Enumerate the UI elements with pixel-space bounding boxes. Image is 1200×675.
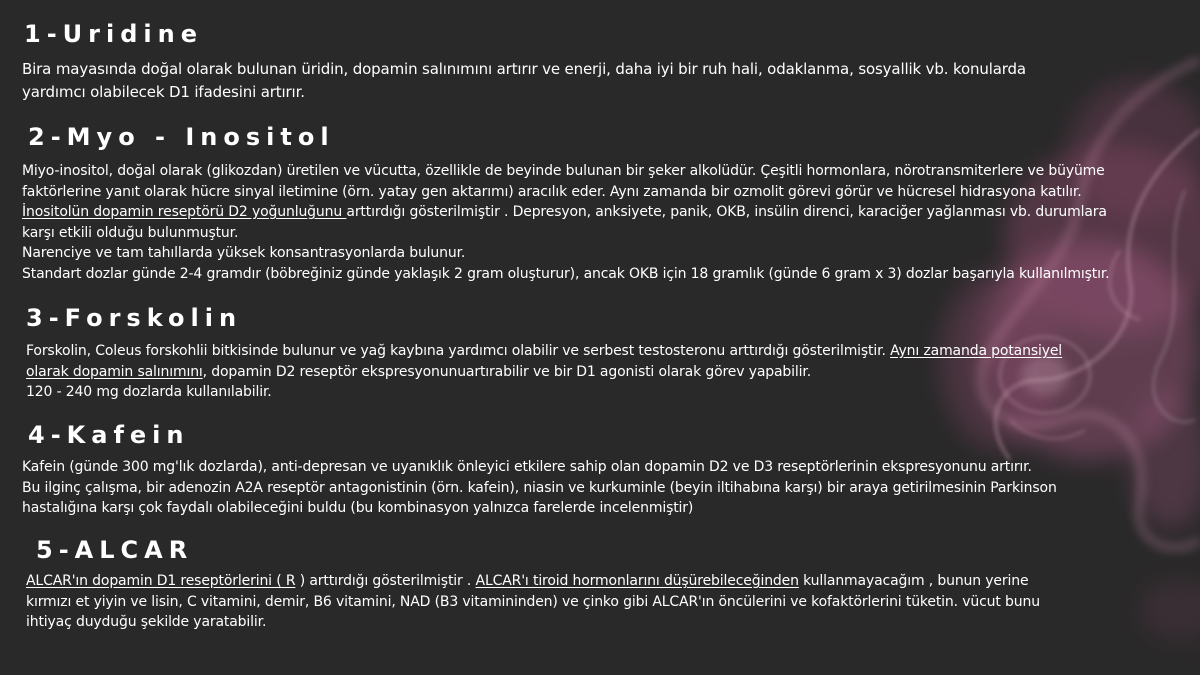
section-title-kafein: 4-Kafein [28,421,190,449]
text-segment: hastalığına karşı çok faydalı olabileceğini buldu (bu kombinasyon yalnızca farelerde incelenmiştir) [22,500,694,516]
underlined-text: olarak dopamin salınımını [26,363,203,380]
underlined-text: Aynı zamanda potansiyel [890,343,1063,359]
text-line [22,202,1109,223]
text-segment: ) arttırdığı gösterilmiştir . [295,573,476,589]
text-segment: kullanmayacağım , bunun yerine [798,573,1029,589]
section-text-forskolin [26,341,1062,403]
text-line [26,571,1040,592]
section-title-alcar: 5-ALCAR [36,536,194,564]
text-segment: karşı etkili olduğu bulunmuştur. [22,224,239,241]
text-line [22,161,1109,182]
section-title-uridine: 1-Uridine [24,20,203,48]
text-line [22,478,1057,499]
text-line [22,457,1057,478]
text-segment: Standart dozlar günde 2-4 gramdır (böbreğiniz günde yaklaşık 2 gram oluşturur), ancak OKB için 18 gramlık (günde 6 gram x 3) dozlar başarıyla kullanılmıştır. [22,265,1110,282]
text-line [22,223,1109,244]
text-segment: Kafein (günde 300 mg'lık dozlarda), anti-depresan ve uyanıklık önleyici etkilere sahip olan dopamin D2 ve D3 reseptörlerinin ekspresyonunu artırır. [22,459,1032,475]
text-segment: , dopamin D2 reseptör ekspresyonunuartırabilir ve bir D1 agonisti olarak görev yapabilir. [202,363,812,380]
underlined-text: ALCAR'ı tiroid hormonlarını düşürebileceğinden [475,573,799,589]
text-line [22,182,1109,203]
text-line [26,592,1040,613]
text-line [22,81,1026,104]
text-line [26,612,1040,633]
text-line [26,362,1062,383]
text-segment: Narenciye ve tam tahıllarda yüksek konsantrasyonlarda bulunur. [22,245,466,261]
underlined-text: ALCAR'ın dopamin D1 reseptörlerini ( R [26,573,296,589]
text-segment: arttırdığı gösterilmiştir . Depresyon, anksiyete, panik, OKB, insülin direnci, karaciğer yağlanması vb. durumlara [346,204,1107,220]
text-segment: 120 - 240 mg dozlarda kullanılabilir. [26,384,272,400]
text-line [22,243,1109,264]
section-text-alcar [26,571,1040,633]
text-segment: Miyo-inositol, doğal olarak (glikozdan) üretilen ve vücutta, özellikle de beyinde bulunan bir şeker alkolüdür. Çeşitli hormonlara, nörotransmiterlere ve büyüme [22,163,1105,179]
text-segment: yardımcı olabilecek D1 ifadesini artırır. [22,83,305,101]
text-segment: Bira mayasında doğal olarak bulunan üridin, dopamin salınımını artırır ve enerji, daha iyi bir ruh hali, odaklanma, sosyallik vb. konularda [22,60,1026,78]
section-title-myo-inositol: 2-Myo - Inositol [28,123,335,151]
section-title-forskolin: 3-Forskolin [26,304,243,332]
underlined-text: İnositolün dopamin reseptörü D2 yoğunluğunu [22,204,347,220]
section-text-kafein [22,457,1057,519]
text-line [22,264,1109,285]
text-segment: kırmızı et yiyin ve lisin, C vitamini, demir, B6 vitamini, NAD (B3 vitamininden) ve çinko gibi ALCAR'ın öncülerini ve kofaktörlerini tüketin. vücut bunu [26,593,1040,610]
text-line [26,382,1062,403]
section-text-uridine [22,58,1026,104]
text-line [22,498,1057,519]
text-segment: faktörlerine yanıt olarak hücre sinyal iletimine (örn. yatay gen aktarımı) aracılık eder. Aynı zamanda bir ozmolit görevi görür ve hücresel hidrasyona katılır. [22,183,1082,200]
text-segment: ihtiyaç duyduğu şekilde yaratabilir. [26,614,267,630]
text-segment: Bu ilginç çalışma, bir adenozin A2A reseptör antagonistinin (örn. kafein), niasin ve kurkuminle (beyin iltihabına karşı) bir araya getirilmesinin Parkinson [22,479,1057,496]
text-line [22,58,1026,81]
section-text-myo-inositol [22,161,1109,284]
text-segment: Forskolin, Coleus forskohlii bitkisinde bulunur ve yağ kaybına yardımcı olabilir ve serbest testosteronu arttırdığı gösterilmiştir. [26,343,891,359]
text-line [26,341,1062,362]
